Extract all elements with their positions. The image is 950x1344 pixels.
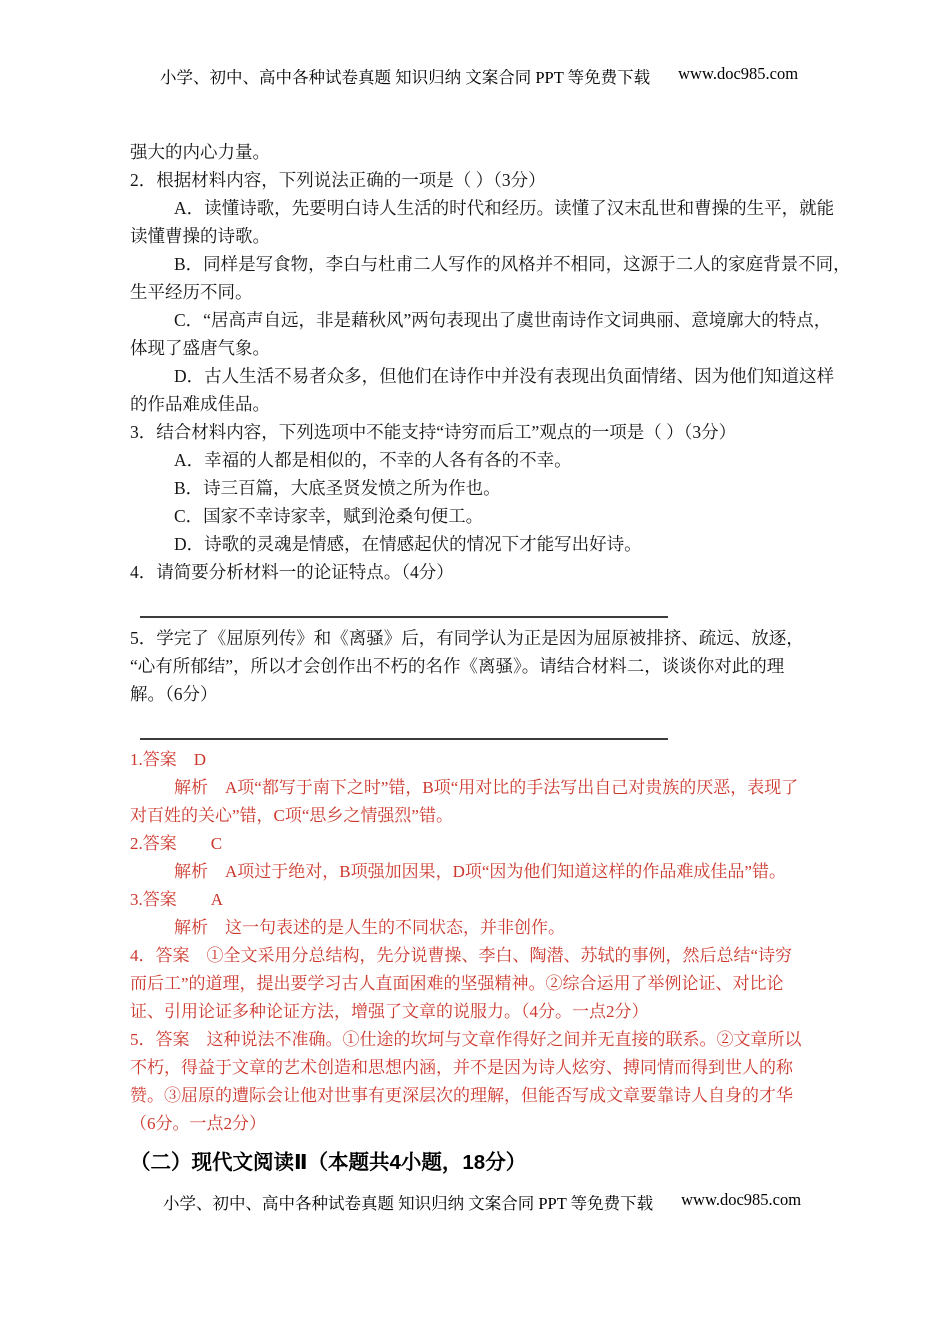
- question-text-line: C．国家不幸诗家幸，赋到沧桑句便工。: [174, 506, 484, 526]
- question-text-line: 生平经历不同。: [130, 282, 253, 302]
- answer-blank-rule: [130, 712, 840, 746]
- answer-text-line: 对百姓的关心”错，C项“思乡之情强烈”错。: [130, 806, 453, 825]
- answer-text-line: 赞。③屈原的遭际会让他对世事有更深层次的理解，但能否写成文章要靠诗人自身的才华: [130, 1086, 793, 1105]
- question-text-line: B．同样是写食物，李白与杜甫二人写作的风格并不相同，这源于二人的家庭背景不同，: [174, 254, 851, 274]
- question-text-line: B．诗三百篇，大底圣贤发愤之所为作也。: [174, 478, 501, 498]
- page-header: [160, 64, 798, 88]
- answer-text-line: 5．答案 这种说法不准确。①仕途的坎坷与文章作得好之间并无直接的联系。②文章所以: [130, 1030, 802, 1049]
- question-text-line: 强大的内心力量。: [130, 142, 270, 162]
- question-text-line: C．“居高声自远，非是藉秋风”两句表现出了虞世南诗作文词典丽、意境廓大的特点，: [174, 310, 832, 330]
- question-text-line: A．幸福的人都是相似的，不幸的人各有各的不幸。: [174, 450, 572, 470]
- question-text-line: “心有所郁结”，所以才会创作出不朽的名作《离骚》。请结合材料二，谈谈你对此的理: [130, 656, 785, 676]
- question-text-line: 的作品难成佳品。: [130, 394, 270, 414]
- answer-text-line: 3.答案 A: [130, 890, 224, 909]
- question-text-line: A．读懂诗歌，先要明白诗人生活的时代和经历。读懂了汉末乱世和曹操的生平，就能: [174, 198, 835, 218]
- answer-text-line: 2.答案 C: [130, 834, 223, 853]
- question-text-line: 4．请简要分析材料一的论证特点。（4分）: [130, 562, 454, 582]
- question-text-line: D．诗歌的灵魂是情感，在情感起伏的情况下才能写出好诗。: [174, 534, 642, 554]
- section-heading: （二）现代文阅读Ⅱ（本题共4小题，18分）: [130, 1151, 527, 1174]
- footer-promo-text: 小学、初中、高中各种试卷真题 知识归纳 文案合同 PPT 等免费下载: [163, 1194, 654, 1213]
- question-text-line: D．古人生活不易者众多，但他们在诗作中并没有表现出负面情绪、因为他们知道这样: [174, 366, 835, 386]
- answer-text-line: 1.答案 D: [130, 750, 207, 769]
- question-text-line: 体现了盛唐气象。: [130, 338, 270, 358]
- answer-blank-rule: [130, 590, 840, 624]
- question-text-line: 5．学完了《屈原列传》和《离骚》后，有同学认为正是因为屈原被排挤、疏远、放逐，: [130, 628, 804, 648]
- answer-text-line: 证、引用论证多种论证方法，增强了文章的说服力。（4分。一点2分）: [130, 1002, 649, 1021]
- question-text-line: 读懂曹操的诗歌。: [130, 226, 270, 246]
- answer-text-line: 解析 这一句表述的是人生的不同状态，并非创作。: [174, 918, 565, 937]
- question-text-line: 3．结合材料内容，下列选项中不能支持“诗穷而后工”观点的一项是（ ）（3分）: [130, 422, 737, 442]
- header-promo-text: 小学、初中、高中各种试卷真题 知识归纳 文案合同 PPT 等免费下载: [160, 68, 651, 87]
- answer-text-line: 解析 A项“都写于南下之时”错，B项“用对比的手法写出自己对贵族的厌恶，表现了: [174, 778, 799, 797]
- document-body: [130, 138, 851, 1180]
- answer-text-line: 而后工”的道理，提出要学习古人直面困难的坚强精神。②综合运用了举例论证、对比论: [130, 974, 784, 993]
- page-footer: [163, 1190, 801, 1214]
- header-doc985-link[interactable]: www.doc985.com: [678, 64, 799, 83]
- question-text-line: 解。（6分）: [130, 684, 218, 704]
- answer-text-line: 4．答案 ①全文采用分总结构，先分说曹操、李白、陶潜、苏轼的事例，然后总结“诗穷: [130, 946, 793, 965]
- footer-doc985-link[interactable]: www.doc985.com: [681, 1190, 802, 1209]
- answer-text-line: 不朽，得益于文章的艺术创造和思想内涵，并不是因为诗人炫穷、搏同情而得到世人的称: [130, 1058, 793, 1077]
- answer-text-line: （6分。一点2分）: [130, 1114, 266, 1133]
- answer-text-line: 解析 A项过于绝对，B项强加因果，D项“因为他们知道这样的作品难成佳品”错。: [174, 862, 786, 881]
- question-text-line: 2．根据材料内容，下列说法正确的一项是（ ）（3分）: [130, 170, 546, 190]
